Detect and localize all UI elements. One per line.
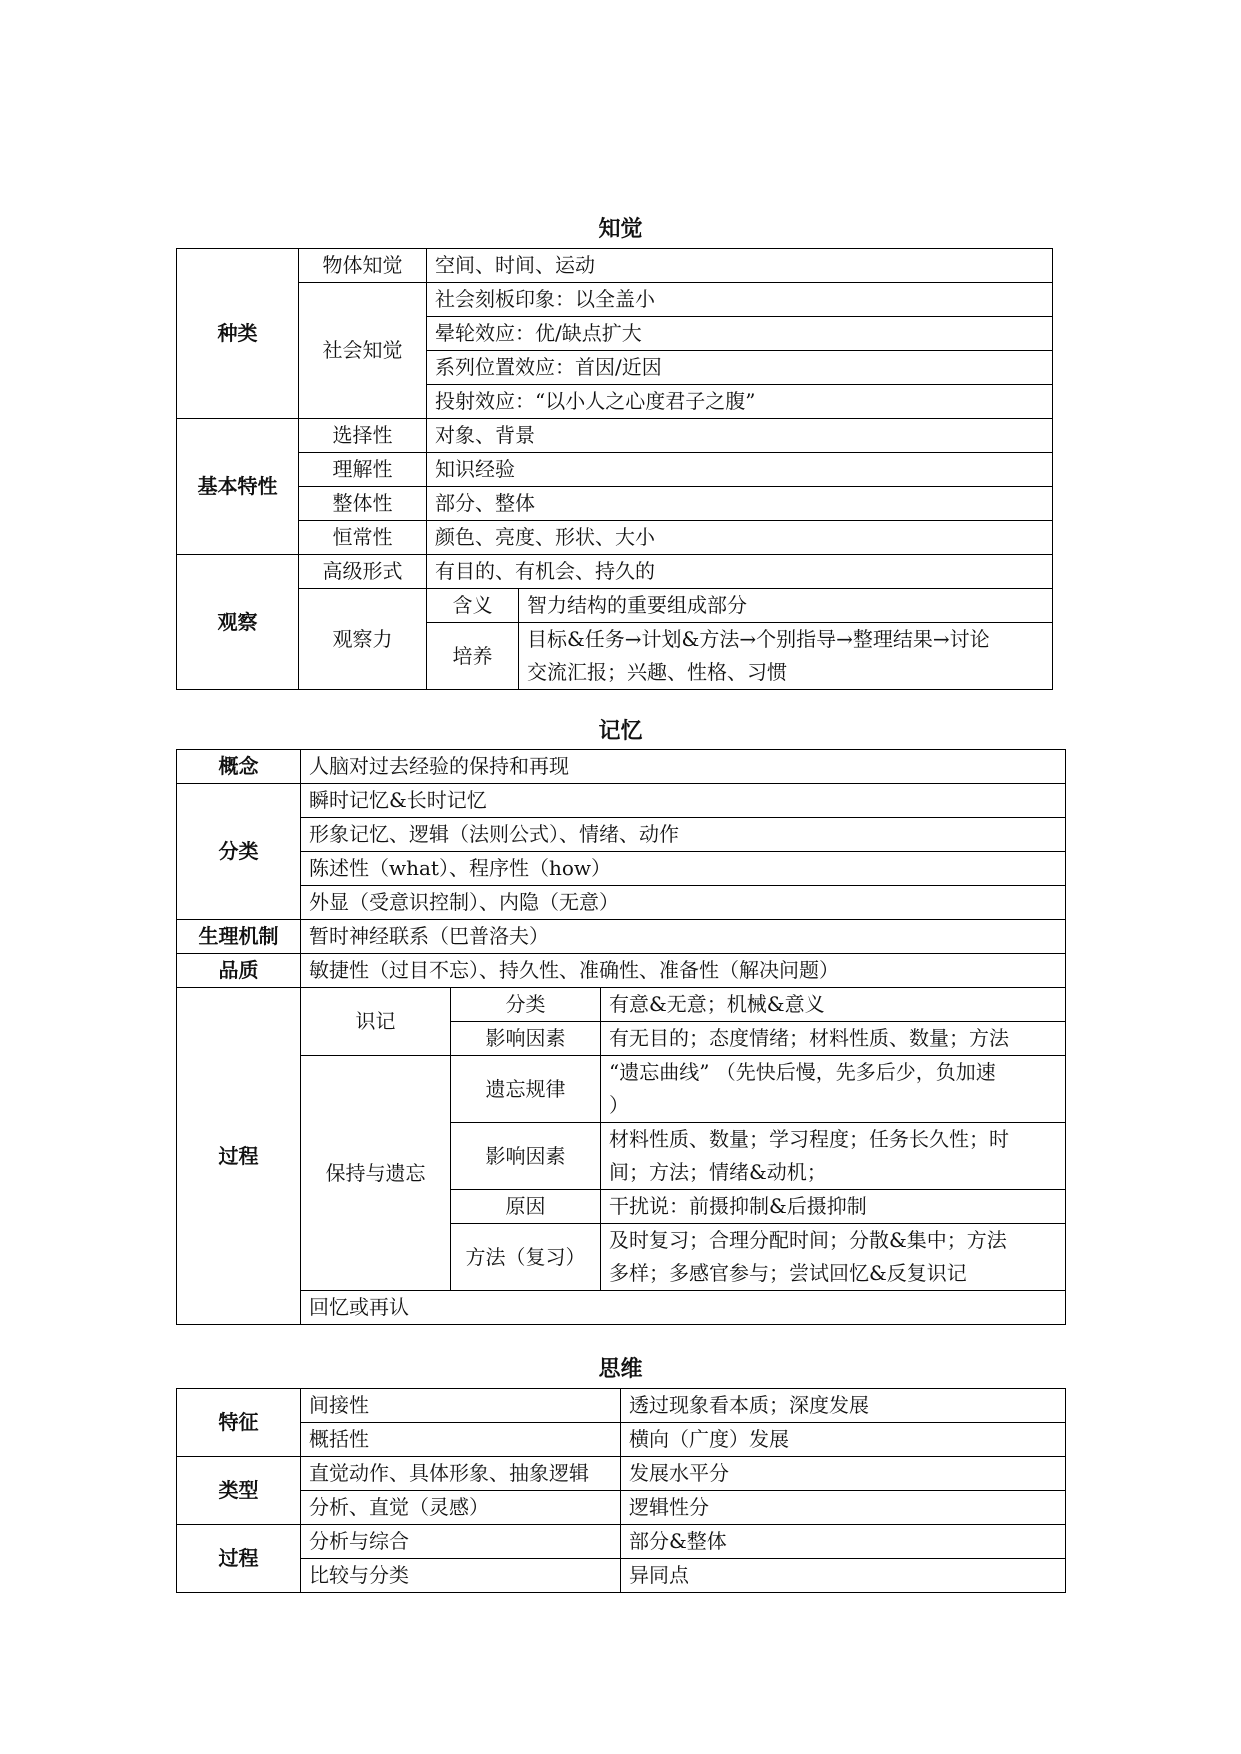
- encode-classify-label: 分类: [451, 988, 601, 1022]
- forget-cause-label: 原因: [451, 1190, 601, 1224]
- object-perception-value: 空间、时间、运动: [427, 249, 1053, 283]
- thinking-cell: 分析与综合: [301, 1525, 621, 1559]
- memory-classify-item: 形象记忆、逻辑（法则公式）、情绪、动作: [301, 818, 1066, 852]
- social-perception-item: 投射效应：“以小人之心度君子之腹”: [427, 385, 1053, 419]
- cultivate-line: 交流汇报；兴趣、性格、习惯: [527, 660, 787, 684]
- retain-factors-line: 材料性质、数量；学习程度；任务长久性；时: [609, 1127, 1009, 1151]
- perception-traits-header: 基本特性: [177, 419, 299, 555]
- meaning-label: 含义: [427, 589, 519, 623]
- thinking-cell: 直觉动作、具体形象、抽象逻辑: [301, 1457, 621, 1491]
- advanced-form-label: 高级形式: [299, 555, 427, 589]
- retain-factors-label: 影响因素: [451, 1123, 601, 1190]
- thinking-cell: 概括性: [301, 1423, 621, 1457]
- thinking-cell: 间接性: [301, 1389, 621, 1423]
- trait-label: 恒常性: [299, 521, 427, 555]
- memory-quality-label: 品质: [177, 954, 301, 988]
- object-perception-label: 物体知觉: [299, 249, 427, 283]
- thinking-cell: 逻辑性分: [621, 1491, 1066, 1525]
- memory-quality-value: 敏捷性（过目不忘）、持久性、准确性、准备性（解决问题）: [301, 954, 1066, 988]
- review-method-label: 方法（复习）: [451, 1224, 601, 1291]
- forget-law-line: ）: [609, 1093, 629, 1117]
- trait-value: 颜色、亮度、形状、大小: [427, 521, 1053, 555]
- perception-title: 知觉: [598, 216, 643, 242]
- observation-ability-label: 观察力: [299, 589, 427, 690]
- memory-title: 记忆: [598, 718, 643, 744]
- memory-classify-item: 瞬时记忆&长时记忆: [301, 784, 1066, 818]
- social-perception-label: 社会知觉: [299, 283, 427, 419]
- encode-factors-label: 影响因素: [451, 1022, 601, 1056]
- trait-value: 知识经验: [427, 453, 1053, 487]
- thinking-type-label: 类型: [177, 1457, 301, 1525]
- social-perception-item: 系列位置效应：首因/近因: [427, 351, 1053, 385]
- thinking-cell: 发展水平分: [621, 1457, 1066, 1491]
- trait-label: 理解性: [299, 453, 427, 487]
- memory-concept-label: 概念: [177, 750, 301, 784]
- review-method-value: [601, 1224, 1066, 1291]
- thinking-feature-label: 特征: [177, 1389, 301, 1457]
- thinking-cell: 透过现象看本质；深度发展: [621, 1389, 1066, 1423]
- encode-label: 识记: [301, 988, 451, 1056]
- cultivate-value: [519, 623, 1053, 690]
- encode-factors-value: 有无目的；态度情绪；材料性质、数量；方法: [601, 1022, 1066, 1056]
- thinking-table: [176, 1388, 1066, 1593]
- forget-law-value: [601, 1056, 1066, 1123]
- thinking-cell: 比较与分类: [301, 1559, 621, 1593]
- social-perception-item: 社会刻板印象：以全盖小: [427, 283, 1053, 317]
- thinking-process-label: 过程: [177, 1525, 301, 1593]
- memory-table: [176, 749, 1066, 1325]
- perception-kinds-header: 种类: [177, 249, 299, 419]
- cultivate-line: 目标&任务→计划&方法→个别指导→整理结果→讨论: [527, 627, 990, 651]
- review-method-line: 及时复习；合理分配时间；分散&集中；方法: [609, 1228, 1007, 1252]
- retain-label: 保持与遗忘: [301, 1056, 451, 1291]
- cultivate-label: 培养: [427, 623, 519, 690]
- retain-factors-line: 间；方法；情绪&动机；: [609, 1160, 827, 1184]
- thinking-cell: 部分&整体: [621, 1525, 1066, 1559]
- memory-concept-value: 人脑对过去经验的保持和再现: [301, 750, 1066, 784]
- memory-classify-item: 陈述性（what）、程序性（how）: [301, 852, 1066, 886]
- advanced-form-value: 有目的、有机会、持久的: [427, 555, 1053, 589]
- encode-classify-value: 有意&无意；机械&意义: [601, 988, 1066, 1022]
- memory-process-label: 过程: [177, 988, 301, 1325]
- recall-value: 回忆或再认: [301, 1291, 1066, 1325]
- trait-label: 选择性: [299, 419, 427, 453]
- observation-header: 观察: [177, 555, 299, 690]
- review-method-line: 多样；多感官参与；尝试回忆&反复识记: [609, 1261, 967, 1285]
- trait-label: 整体性: [299, 487, 427, 521]
- forget-law-label: 遗忘规律: [451, 1056, 601, 1123]
- thinking-cell: 异同点: [621, 1559, 1066, 1593]
- memory-classify-label: 分类: [177, 784, 301, 920]
- thinking-cell: 横向（广度）发展: [621, 1423, 1066, 1457]
- meaning-value: 智力结构的重要组成部分: [519, 589, 1053, 623]
- trait-value: 部分、整体: [427, 487, 1053, 521]
- social-perception-item: 晕轮效应：优/缺点扩大: [427, 317, 1053, 351]
- memory-mechanism-value: 暂时神经联系（巴普洛夫）: [301, 920, 1066, 954]
- perception-table: [176, 248, 1053, 690]
- forget-cause-value: 干扰说：前摄抑制&后摄抑制: [601, 1190, 1066, 1224]
- trait-value: 对象、背景: [427, 419, 1053, 453]
- memory-classify-item: 外显（受意识控制）、内隐（无意）: [301, 886, 1066, 920]
- retain-factors-value: [601, 1123, 1066, 1190]
- forget-law-line: “遗忘曲线” （先快后慢，先多后少，负加速: [609, 1060, 996, 1084]
- thinking-cell: 分析、直觉（灵感）: [301, 1491, 621, 1525]
- memory-mechanism-label: 生理机制: [177, 920, 301, 954]
- thinking-title: 思维: [598, 1356, 643, 1382]
